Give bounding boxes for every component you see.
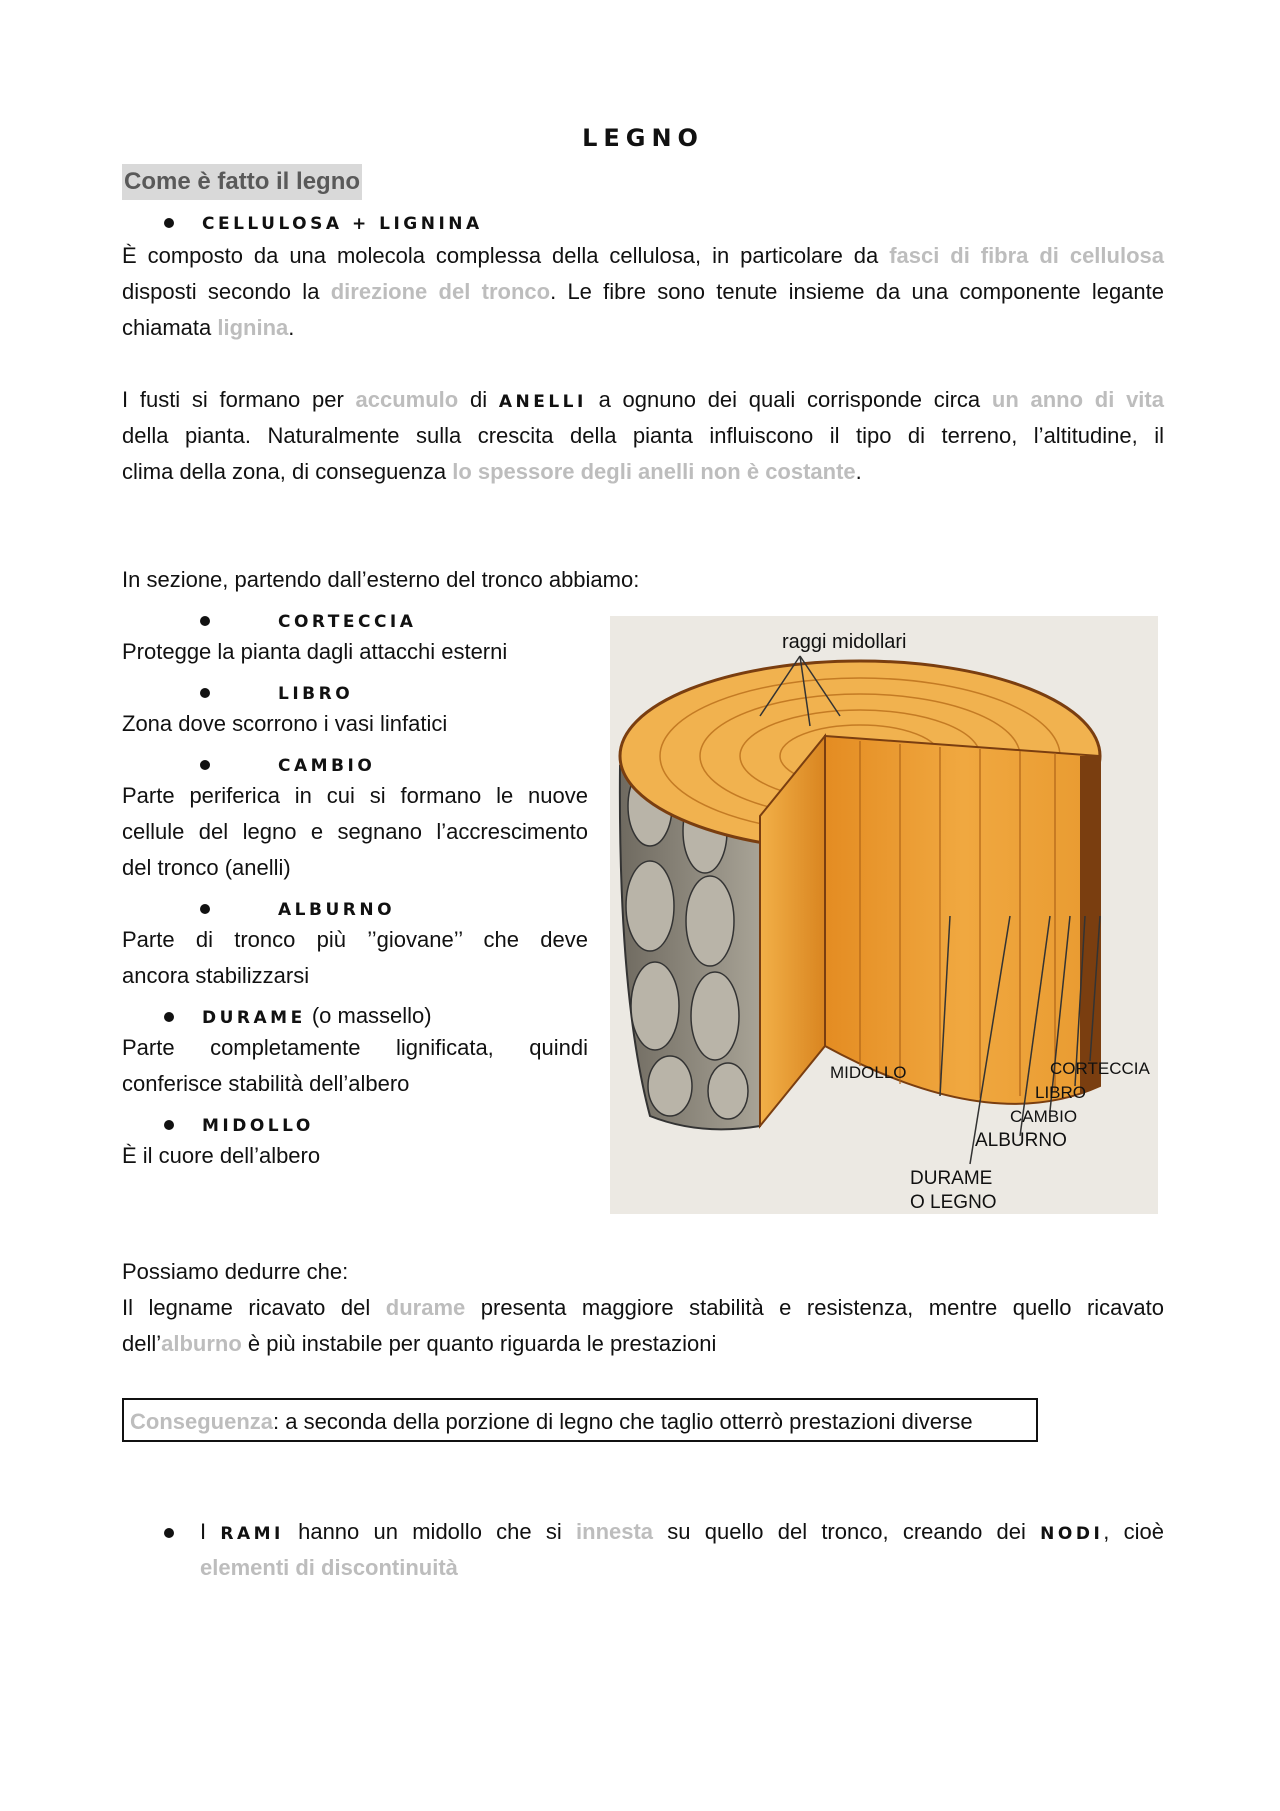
label-libro: LIBRO xyxy=(1035,1083,1087,1102)
label-midollo: MIDOLLO xyxy=(830,1063,907,1082)
paragraph-1-line-3: chiamata lignina. xyxy=(122,315,295,340)
bullet-cellulosa: CELLULOSA + LIGNINA xyxy=(164,206,483,240)
paragraph-4-line-2: elementi di discontinuità xyxy=(200,1555,458,1580)
label-cambio: CAMBIO xyxy=(1010,1107,1078,1126)
paragraph-2-line-3: clima della zona, di conseguenza lo spessore degli anelli non è costante. xyxy=(122,459,862,484)
paragraph-3-line-2: dell’alburno è più instabile per quanto riguarda le prestazioni xyxy=(122,1331,717,1356)
bullet-corteccia: CORTECCIA xyxy=(200,604,416,638)
durame-description-1: Parte completamente lignificata, quindi xyxy=(122,1035,588,1060)
bullet-dot xyxy=(164,218,174,228)
bullet-midollo: MIDOLLO xyxy=(164,1108,314,1142)
cambio-description-2: cellule del legno e segnano l’accrescimento xyxy=(122,819,588,844)
midollo-description: È il cuore dell’albero xyxy=(122,1143,321,1168)
corteccia-description: Protegge la pianta dagli attacchi esterni xyxy=(122,639,508,664)
deduce-line: Possiamo dedurre che: xyxy=(122,1259,349,1284)
page-title: LEGNO xyxy=(582,124,704,152)
libro-description: Zona dove scorrono i vasi linfatici xyxy=(122,711,448,736)
label-raggi-midollari: raggi midollari xyxy=(782,631,907,653)
bullet-alburno: ALBURNO xyxy=(200,892,395,926)
paragraph-2-line-1: I fusti si formano per accumulo di ANELLI a ognuno dei quali corrisponde circa un anno di vita xyxy=(122,387,1164,412)
paragraph-1-line-1: È composto da una molecola complessa della cellulosa, in particolare da fasci di fibra di cellulosa xyxy=(122,243,1164,268)
paragraph-1-line-2: disposti secondo la direzione del tronco. Le fibre sono tenute insieme da una componente legante xyxy=(122,279,1164,304)
section-intro: In sezione, partendo dall’esterno del tronco abbiamo: xyxy=(122,567,640,592)
paragraph-3-line-1: Il legname ricavato del durame presenta maggiore stabilità e resistenza, mentre quello ricavato xyxy=(122,1295,1164,1320)
cambio-description-3: del tronco (anelli) xyxy=(122,855,291,880)
label-alburno: ALBURNO xyxy=(975,1130,1067,1151)
bullet-durame: DURAME (o massello) xyxy=(164,1000,432,1034)
bullet-libro: LIBRO xyxy=(200,676,353,710)
label-durame: DURAME xyxy=(910,1168,993,1189)
paragraph-4-line-1: I RAMI hanno un midollo che si innesta su quello del tronco, creando dei NODI, cioè xyxy=(200,1519,1165,1544)
tree-trunk-illustration xyxy=(610,616,1158,1214)
conseguenza-box: Conseguenza: a seconda della porzione di legno che taglio otterrò prestazioni diverse xyxy=(122,1398,1038,1442)
durame-description-2: conferisce stabilità dell’albero xyxy=(122,1071,410,1096)
alburno-description-1: Parte di tronco più ’’giovane’’ che deve xyxy=(122,927,588,952)
bullet-cambio: CAMBIO xyxy=(200,748,375,782)
alburno-description-2: ancora stabilizzarsi xyxy=(122,963,310,988)
label-o-legno: O LEGNO xyxy=(910,1192,997,1213)
cambio-description-1: Parte periferica in cui si formano le nuove xyxy=(122,783,588,808)
paragraph-2-line-2: della pianta. Naturalmente sulla crescita della pianta influiscono il tipo di terreno, l’altitudine, il xyxy=(122,423,1164,448)
label-corteccia: CORTECCIA xyxy=(1050,1059,1150,1078)
bullet-rami xyxy=(164,1516,202,1548)
section-heading: Come è fatto il legno xyxy=(122,164,362,200)
